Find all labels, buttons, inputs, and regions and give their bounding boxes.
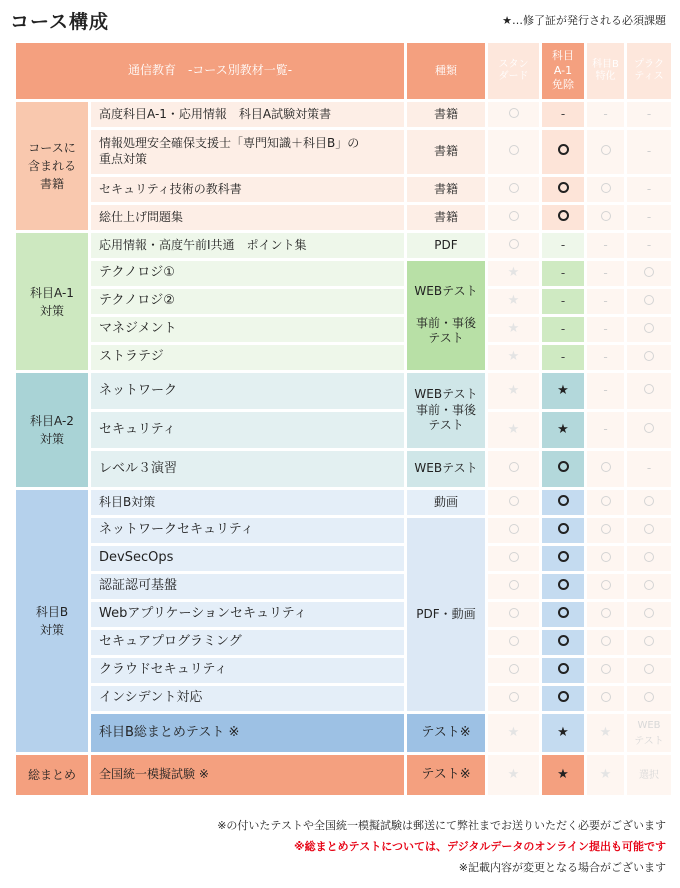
item-name: テクノロジ② (91, 289, 404, 314)
header-main: 通信教育 -コース別教材一覧- (16, 43, 404, 99)
dash-mark: - (560, 293, 566, 308)
dash-mark: - (603, 383, 608, 398)
circle-icon (509, 183, 519, 193)
circle-icon (558, 523, 569, 534)
item-type: 書籍 (407, 205, 485, 230)
table-row (16, 755, 671, 795)
item-name: ストラテジ (91, 345, 404, 370)
circle-icon (644, 552, 654, 562)
circle-icon (601, 462, 611, 472)
dash-mark: - (560, 106, 566, 121)
item-type-merged: WEBテスト 事前・事後 テスト (407, 373, 485, 448)
table-header (16, 43, 671, 99)
page-title: コース構成 (10, 11, 110, 33)
star-icon: ★ (557, 421, 569, 437)
circle-icon (509, 552, 519, 562)
table-row (16, 714, 671, 752)
circle-icon (558, 663, 569, 674)
circle-icon (644, 608, 654, 618)
item-name: テクノロジ① (91, 261, 404, 286)
circle-icon (644, 496, 654, 506)
item-name: 応用情報・高度午前Ⅰ共通 ポイント集 (91, 233, 404, 258)
circle-icon (644, 295, 654, 305)
circle-icon (601, 524, 611, 534)
section-summary-label: 総まとめ (16, 755, 88, 795)
item-name: 科目B総まとめテスト ※ (91, 714, 404, 752)
item-name: 情報処理安全確保支援士「専門知識＋科目B」の 重点対策 (91, 130, 404, 174)
circle-icon (509, 692, 519, 702)
circle-icon (644, 664, 654, 674)
star-icon: ★ (599, 766, 612, 782)
star-icon: ★ (507, 293, 520, 309)
circle-icon (601, 664, 611, 674)
item-name: Webアプリケーションセキュリティ (91, 602, 404, 627)
item-name: セキュリティ技術の教科書 (91, 177, 404, 202)
table-row (16, 546, 671, 571)
dash-mark: - (646, 181, 652, 196)
dash-mark: - (603, 422, 608, 437)
web-test-label: WEB テスト (634, 720, 664, 747)
item-type: テスト※ (407, 755, 485, 795)
item-type: テスト※ (407, 714, 485, 752)
table-row (16, 130, 671, 174)
circle-icon (601, 636, 611, 646)
note-online: ※総まとめテストについては、デジタルデータのオンライン提出も可能です (293, 840, 666, 853)
note-mail: ※の付いたテストや全国統一模擬試験は郵送にて弊社までお送りいただく必要がございます (217, 819, 666, 832)
circle-icon (558, 579, 569, 590)
dash-mark: - (603, 237, 608, 252)
dash-mark: - (603, 265, 608, 280)
circle-icon (558, 635, 569, 646)
table-row (16, 345, 671, 370)
star-icon: ★ (507, 321, 520, 337)
select-label: 選択 (639, 770, 659, 782)
circle-icon (644, 524, 654, 534)
table-row (16, 102, 671, 127)
star-icon: ★ (507, 265, 520, 281)
item-type: 動画 (407, 490, 485, 515)
dash-mark: - (646, 144, 652, 159)
item-name: 科目B対策 (91, 490, 404, 515)
dash-mark: - (603, 321, 608, 336)
circle-icon (601, 145, 611, 155)
header-type: 種類 (407, 43, 485, 99)
note-change: ※記載内容が変更となる場合がございます (458, 861, 666, 874)
circle-icon (601, 580, 611, 590)
table-row (16, 490, 671, 515)
item-name: ネットワーク (91, 373, 404, 409)
circle-icon (558, 551, 569, 562)
course-table (13, 40, 674, 798)
item-type-merged: WEBテスト 事前・事後 テスト (407, 261, 485, 370)
circle-icon (509, 608, 519, 618)
dash-mark: - (560, 265, 566, 280)
circle-icon (509, 580, 519, 590)
table-row (16, 630, 671, 655)
item-name: 全国統一模擬試験 ※ (91, 755, 404, 795)
item-type: PDF (407, 233, 485, 258)
circle-icon (644, 692, 654, 702)
circle-icon (558, 182, 569, 193)
item-name: 認証認可基盤 (91, 574, 404, 599)
circle-icon (509, 108, 519, 118)
circle-icon (644, 267, 654, 277)
item-type-merged: PDF・動画 (407, 518, 485, 711)
dash-mark: - (646, 461, 652, 476)
item-type: 書籍 (407, 130, 485, 174)
circle-icon (601, 211, 611, 221)
table-row (16, 412, 671, 448)
header-practice: プラク ティス (627, 43, 671, 99)
item-name: DevSecOps (91, 546, 404, 571)
section-a1-label: 科目A-1 対策 (16, 233, 88, 370)
section-books-label: コースに 含まれる 書籍 (16, 102, 88, 230)
item-name: セキュリティ (91, 412, 404, 448)
item-type: 書籍 (407, 177, 485, 202)
item-name: セキュアプログラミング (91, 630, 404, 655)
table-row (16, 317, 671, 342)
star-icon: ★ (507, 766, 520, 782)
dash-mark: - (603, 349, 608, 364)
circle-icon (509, 496, 519, 506)
dash-mark: - (603, 293, 608, 308)
table-row (16, 602, 671, 627)
circle-icon (558, 210, 569, 221)
circle-icon (509, 462, 519, 472)
circle-icon (644, 351, 654, 361)
circle-icon (644, 384, 654, 394)
section-a2-label: 科目A-2 対策 (16, 373, 88, 487)
star-icon: ★ (599, 724, 612, 740)
circle-icon (601, 552, 611, 562)
circle-icon (509, 239, 519, 249)
dash-mark: - (603, 106, 608, 121)
circle-icon (601, 608, 611, 618)
table-row (16, 177, 671, 202)
circle-icon (644, 323, 654, 333)
circle-icon (601, 692, 611, 702)
item-type: WEBテスト (407, 451, 485, 487)
circle-icon (509, 211, 519, 221)
table-row (16, 451, 671, 487)
item-type: 書籍 (407, 102, 485, 127)
star-icon: ★ (507, 349, 520, 365)
circle-icon (644, 423, 654, 433)
table-row (16, 574, 671, 599)
star-icon: ★ (507, 382, 520, 398)
star-icon: ★ (557, 766, 569, 782)
dash-mark: - (646, 106, 652, 121)
table-row (16, 261, 671, 286)
circle-icon (644, 636, 654, 646)
item-name: ネットワークセキュリティ (91, 518, 404, 543)
dash-mark: - (646, 209, 652, 224)
item-name: クラウドセキュリティ (91, 658, 404, 683)
circle-icon (644, 580, 654, 590)
circle-icon (509, 145, 519, 155)
table-row (16, 518, 671, 543)
circle-icon (558, 607, 569, 618)
item-name: 高度科目A-1・応用情報 科目A試験対策書 (91, 102, 404, 127)
section-b-label: 科目B 対策 (16, 490, 88, 752)
star-icon: ★ (507, 421, 520, 437)
star-icon: ★ (507, 724, 520, 740)
circle-icon (558, 144, 569, 155)
star-icon: ★ (557, 724, 569, 740)
table-row (16, 205, 671, 230)
circle-icon (601, 496, 611, 506)
table-row (16, 289, 671, 314)
item-name: インシデント対応 (91, 686, 404, 711)
table-row (16, 373, 671, 409)
header-b-special: 科目B 特化 (587, 43, 624, 99)
legend-note: ★…修了証が発行される必須課題 (502, 14, 666, 27)
header-standard: スタン ダード (488, 43, 539, 99)
circle-icon (509, 636, 519, 646)
table-row (16, 658, 671, 683)
dash-mark: - (560, 349, 566, 364)
circle-icon (558, 691, 569, 702)
dash-mark: - (560, 237, 566, 252)
star-icon: ★ (557, 382, 569, 398)
circle-icon (558, 495, 569, 506)
circle-icon (509, 664, 519, 674)
table-row (16, 686, 671, 711)
header-a1-exempt: 科目 A-1 免除 (542, 43, 584, 99)
table-row (16, 233, 671, 258)
dash-mark: - (646, 237, 652, 252)
item-name: 総仕上げ問題集 (91, 205, 404, 230)
circle-icon (558, 461, 569, 472)
circle-icon (509, 524, 519, 534)
dash-mark: - (560, 321, 566, 336)
item-name: マネジメント (91, 317, 404, 342)
circle-icon (601, 183, 611, 193)
item-name: レベル３演習 (91, 451, 404, 487)
